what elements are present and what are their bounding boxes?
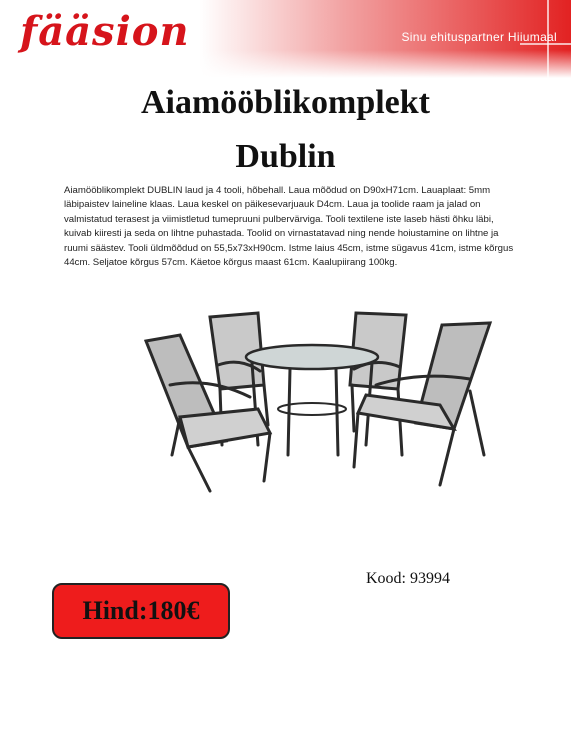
header-banner xyxy=(0,0,571,78)
brand-tagline: Sinu ehituspartner Hiiumaal xyxy=(401,30,557,44)
product-title-line-1: Aiamööblikomplekt xyxy=(140,84,431,121)
product-code: Kood: 93994 xyxy=(366,570,450,587)
product-description: Aiamööblikomplekt DUBLIN laud ja 4 tooli, hõbehall. Laua mõõdud on D90xH71cm. Lauaplaat: 5mm läbipaistev laineline klaas. Laua keskel on päikesevarjuauk D4cm. Laua ja toolide raam ja jalad on valmistatud terasest ja viimistletud tumepruuni pulbervärviga. Tooli textilene iste laseb hästi õhku läbi, kuivab kiiresti ja seda on lihtne puhastada. Toolid on virnastatavad ning nende hoiustamine on lihtne ja ruumi säästev. Tooli üldmõõdud on 55,5x73xH90cm. Istme laius 45cm, istme sügavus 41cm, istme kõrgus 44cm. Seljatoe kõrgus 57cm. Käetoe kõrgus maast 61cm. Kaalupiirang 100kg. xyxy=(64,185,514,269)
price-badge xyxy=(52,583,230,639)
product-image xyxy=(140,305,500,505)
product-title-line-2: Dublin xyxy=(235,138,336,175)
price-label: Hind:180€ xyxy=(82,596,200,625)
brand-logo: fääsion xyxy=(20,8,190,55)
